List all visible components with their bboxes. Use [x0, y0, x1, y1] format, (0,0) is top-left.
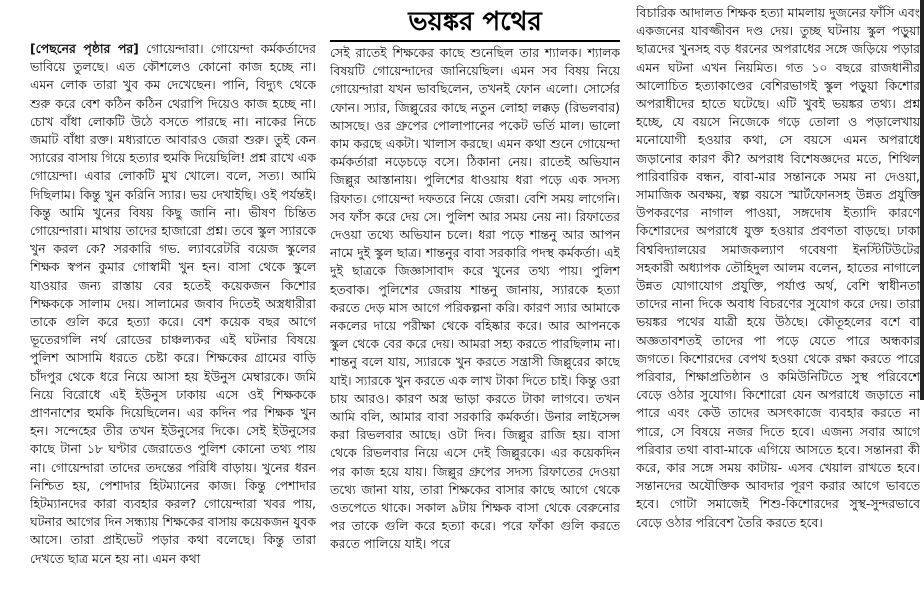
- article-column-left: [30, 40, 316, 613]
- column-left-body: গোয়েন্দারা। গোয়েন্দা কর্মকর্তাদের ভাবিয়ে তুলছে। এত কৌশলেও কোনো কাজ হচ্ছে না। এমন লোক তারা খুব কম দেখেছেন। পানি, বিদ্যুৎ থেকে শুরু করে বেশ কঠিন কঠিন থেরাপি দিয়েও কাজ হচ্ছে না। চোখ বাঁধা লোকটি উঠে বসতে পারছে না। নাকের নিচে জমাট বাঁধা রক্ত। মধ্যরাতে আবারও জেরা শুরু। তুই কেন স্যারের বাসায় গিয়ে হত্যার হুমকি দিয়েছিলি! প্রশ্ন রাখে এক গোয়েন্দা। এবার লোকটি মুখ খোলে। বলে, সত্য। আমি দিছিলাম। কিন্তু খুন করিনি স্যার। ভয় দেখাইছি। ওই পর্যন্তই। কিন্তু আমি খুনের বিষয় কিছু জানি না। ভীষণ চিন্তিত গোয়েন্দারা। মাথায় তাদের হাজারো প্রশ্ন। তবে স্কুল স্যারকে খুন করল কে? সরকারি গভ. ল্যাবরেটরি বয়েজ স্কুলের শিক্ষক স্বপন কুমার গোস্বামী খুন হন। বাসা থেকে স্কুলে যাওয়ার জন্য রাস্তায় বের হতেই কয়েকজন কিশোর শিক্ষককে সালাম দেয়। সালামের জবাব দিতেই অস্ত্রধারীরা তাকে গুলি করে হত্যা করে। বেশ কয়েক বছর আগে ভূতেরগলি নর্থ রোডের চাঞ্চল্যকর এই ঘটনার বিষয়ে পুলিশ আসামি ধরতে চেষ্টা করে। শিক্ষকের গ্রামের বাড়ি চাঁদপুর থেকে ধরে নিয়ে আসা হয় ইউনুস মেম্বারকে। জমি নিয়ে বিরোধে এই ইউনুস ঢাকায় এসে ওই শিক্ষককে প্রাণনাশের হুমকি দিয়েছিলেন। এর কদিন পর শিক্ষক খুন হন। সন্দেহের তীর তখন ইউনুসের দিকে। সেই ইউনুসের কাছে টানা ১৮ ঘণ্টার জেরাতেও পুলিশ কোনো তথ্য পায় না। গোয়েন্দারা তাদের তদন্তের পরিধি বাড়ায়। খুনের ধরন নিশ্চিত হয়, পেশাদার হিটম্যানের কাজ। কিন্তু পেশাদার হিটম্যানদের কারা ব্যবহার করল? গোয়েন্দারা খবর পায়, ঘটনার আগের দিন সন্ধ্যায় শিক্ষকের বাসায় কয়েকজন যুবক আসে। তারা প্রাইভেট পড়ার কথা বলেছে। কিন্তু তারা দেখতে ছাত্র মনে হয় না। এমন কথা: [30, 41, 316, 566]
- column-right-body: বিচারিক আদালত শিক্ষক হত্যা মামলায় দুজনের ফাঁসি এবং একজনের যাবজ্জীবন দণ্ড দেয়। তুচ্ছ ঘটনায় স্কুল পড়ুয়া ছাত্রদের খুনসহ বড় ধরনের অপরাধের সঙ্গে জড়িয়ে পড়ার এমন ঘটনা এখন নিয়মিত। গত ১০ বছরে রাজধানীর আলোচিত হত্যাকাণ্ডের বেশিরভাগই স্কুল পড়ুয়া কিশোর অপরাধীদের হাতে ঘটেছে। এটি খুবই ভয়ঙ্কর তথ্য। প্রশ্ন হচ্ছে, যে বয়সে নিজেকে গড়ে তোলা ও পড়ালেখায় মনোযোগী হওয়ার কথা, সে বয়সে এমন অপরাধে জড়ানোর কারণ কী? অপরাধ বিশেষজ্ঞদের মতে, শিথিল পারিবারিক বন্ধন, বাবা-মার সন্তানকে সময় না দেওয়া, সামাজিক অবক্ষয়, স্বল্প বয়সে স্মার্টফোনসহ উন্নত প্রযুক্তি উপকরণের নাগাল পাওয়া, সঙ্গদোষ ইত্যাদি কারণে কিশোরদের অপরাধে যুক্ত হওয়ার প্রবণতা বাড়ছে। ঢাকা বিশ্ববিদ্যালয়ের সমাজকল্যাণ গবেষণা ইনস্টিটিউটের সহকারী অধ্যাপক তৌহিদুল আলম বলেন, হাতের নাগালে উন্নত যোগাযোগ প্রযুক্তি, পর্যাপ্ত অর্থ, বেশি স্বাধীনতা তাদের নানা দিকে অবাধ বিচরণের সুযোগ করে দেয়। তারা ভয়ঙ্কর পথের যাত্রী হয়ে উঠছে। কৌতূহলের বশে বা অজ্ঞতাবশতই তাদের পা পড়ে যেতে পারে অন্ধকার জগতে। কিশোরদের বেপথ হওয়া থেকে রক্ষা করতে পারে পরিবার, শিক্ষাপ্রতিষ্ঠান ও কমিউনিটিতে সুস্থ পরিবেশে বেড়ে ওঠার সুযোগ। কিশোরো যেন অপরাধে জড়াতে না পারে এবং কেউ তাদের অসৎকাজে ব্যবহার করতে না পারে, সে বিষয়ে নজর দিতে হবে। এজন্য সবার আগে পরিবার তথা বাবা-মাকে এগিয়ে আসতে হবে। সন্তানরা কী করে, কার সঙ্গে সময় কাটায়- এসব খেয়াল রাখতে হবে। সন্তানদের অযৌক্তিক আবদার পূরণ করার আগে ভাবতে হবে। গোটা সমাজেই শিশু-কিশোরদের সুস্থ-সুন্দরভাবে বেড়ে ওঠার পরিবেশ তৈরি করতে হবে।: [636, 5, 920, 530]
- article-column-middle: [330, 44, 620, 613]
- column-middle-body: সেই রাতেই শিক্ষকের কাছে শুনেছিল তার শ্যালক। শ্যালক বিষয়টি গোয়েন্দাদের জানিয়েছিল। এমন সব বিষয় নিয়ে গোয়েন্দারা যখন ভাবছিলেন, তখনই ফোন এলো। সোর্সের ফোন। স্যার, জিল্লুরের কাছে নতুন লোহা লক্কড় (রিভলবার) আসছে। ওর গ্রুপের পোলাপানের পকেট ভর্তি মাল। ভালো কাম করছে একটা। খালাস করছে। এমন কথা শুনে গোয়েন্দা কর্মকর্তারা নড়েচড়ে বসে। ঠিকানা নেয়। রাতেই অভিযান জিল্লুর আস্তানায়। পুলিশের ধাওয়ায় ধরা পড়ে এক সদস্য রিফাত। গোয়েন্দা দফতরে নিয়ে জেরা। বেশি সময় লাগেনি। সব ফাঁস করে দেয় সে। পুলিশ আর সময় নেয় না। রিফাতের দেওয়া তথ্যে অভিযান চলে। ধরা পড়ে শান্তনু আর আপন নামে দুই স্কুল ছাত্র। শান্তনুর বাবা সরকারি পদস্থ কর্মকর্তা। এই দুই ছাত্রকে জিজ্ঞাসাবাদ করে খুনের তথ্য পায়। পুলিশ হতবাক। পুলিশের জেরায় শান্তনু জানায়, স্যারকে হত্যা করতে দেড় মাস আগে পরিকল্পনা করি। কারণ স্যার আমাকে নকলের দায়ে পরীক্ষা থেকে বহিষ্কার করে। আর আপনকে স্কুল থেকে বের করে দেয়। আমরা সহ্য করতে পারছিলাম না। শান্তনু বলে যায়, স্যারকে খুন করতে সন্ত্রাসী জিল্লুরের কাছে যাই। স্যারকে খুন করতে এক লাখ টাকা দিতে চাই। কিন্তু ওরা চায় আরও। কারণ অস্ত্র ভাড়া করতে টাকা লাগবে। তখন আমি বলি, আমার বাবা সরকারি কর্মকর্তা। উনার লাইসেন্স করা রিভলবার আছে। ওটা দিব। জিল্লুর রাজি হয়। বাসা থেকে রিভলবার নিয়ে এসে দেই জিল্লুরকে। এর কয়েকদিন পর কাজ হয়ে যায়। জিল্লুর গ্রুপের সদস্য রিফাতের দেওয়া তথ্যে জানা যায়, তারা শিক্ষকের বাসার কাছে আগে থেকে ওতপেতে থাকে। সকাল ৯টায় শিক্ষক বাসা থেকে বেরুনোর পর তাকে গুলি করে হত্যা করে। পরে ফাঁকা গুলি করতে করতে পালিয়ে যাই। পরে: [330, 45, 620, 552]
- continued-label: [পেছনের পৃষ্ঠার পর]: [30, 41, 139, 56]
- headline-underline: [330, 40, 620, 42]
- article-text-left: [30, 40, 316, 568]
- page-edge-bar: [920, 0, 924, 400]
- article-column-right: [636, 4, 920, 613]
- article-headline: ভয়ঙ্কর পথের: [408, 7, 542, 37]
